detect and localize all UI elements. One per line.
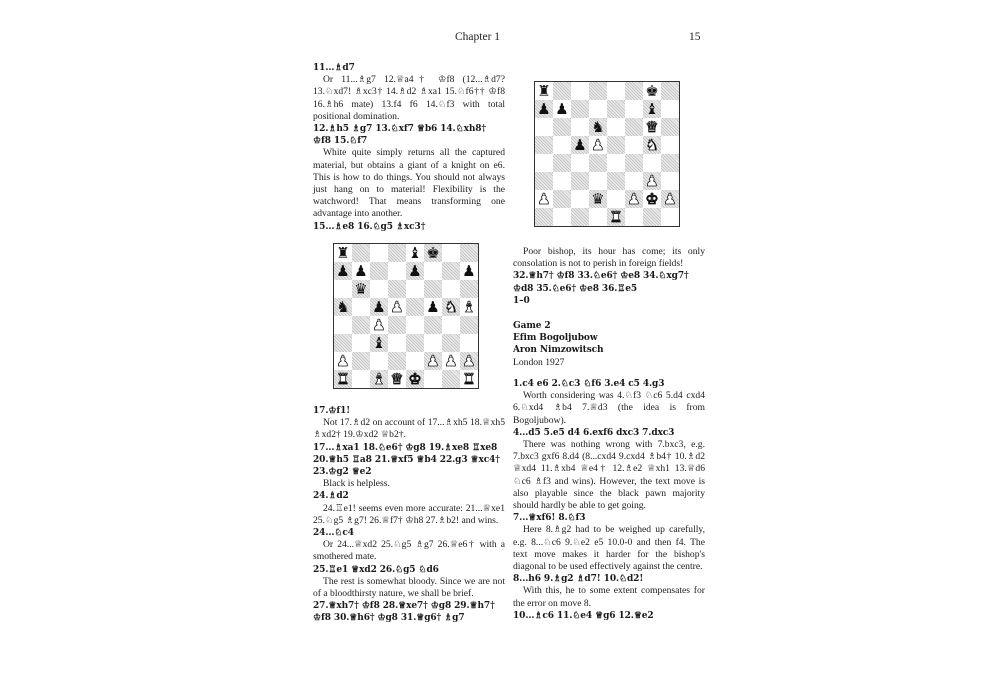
board-square <box>553 208 571 226</box>
black-king-icon: ♚ <box>426 244 440 262</box>
board-square <box>643 136 661 154</box>
black-knight-icon: ♞ <box>336 298 350 316</box>
board-square <box>388 334 406 352</box>
board-square <box>607 100 625 118</box>
board-square <box>535 118 553 136</box>
board-square <box>388 352 406 370</box>
board-square <box>442 334 460 352</box>
board-square <box>607 190 625 208</box>
commentary-paragraph: Not 17.♗d2 on account of 17...♗xh5 18.♕xh5 ♗xd2† 19.♔xd2 ♕b2†. <box>313 417 505 441</box>
board-square <box>589 100 607 118</box>
board-square <box>571 172 589 190</box>
page-number: 15 <box>689 31 701 43</box>
board-square <box>643 172 661 190</box>
board-square <box>334 280 352 298</box>
board-square <box>625 136 643 154</box>
board-square <box>406 316 424 334</box>
board-square <box>352 334 370 352</box>
board-square <box>424 298 442 316</box>
board-square <box>406 262 424 280</box>
white-pawn-icon: ♟ <box>627 190 641 208</box>
board-square <box>388 280 406 298</box>
board-square <box>334 316 352 334</box>
board-square <box>460 316 478 334</box>
board-square <box>442 262 460 280</box>
move-line: 27.♕xh7† ♔f8 28.♕xe7† ♔g8 29.♕h7† ♔f8 30.♕h6† ♔g8 31.♕g6† ♗g7 <box>313 601 495 624</box>
board-square <box>442 352 460 370</box>
move-line: 11...♗d7 <box>313 63 355 73</box>
board-square <box>625 190 643 208</box>
board-square <box>661 172 679 190</box>
chess-diagram-left <box>333 243 479 389</box>
running-header-chapter: Chapter 1 <box>455 31 501 43</box>
board-square <box>352 316 370 334</box>
commentary-paragraph: Or 24...♕xd2 25.♘g5 ♗g7 26.♕e6† with a smothered mate. <box>313 539 505 563</box>
board-square <box>625 118 643 136</box>
black-player: Aron Nimzowitsch <box>513 345 604 356</box>
black-rook-icon: ♜ <box>537 82 551 100</box>
board-square <box>571 100 589 118</box>
board-square <box>607 154 625 172</box>
board-square <box>406 244 424 262</box>
board-square <box>553 190 571 208</box>
board-square <box>661 100 679 118</box>
white-pawn-icon: ♟ <box>372 316 386 334</box>
board-square <box>571 82 589 100</box>
white-player: Efim Bogoljubow <box>513 333 598 344</box>
chess-diagram-right <box>534 81 680 227</box>
board-square <box>571 190 589 208</box>
board-square <box>460 244 478 262</box>
board-square <box>424 316 442 334</box>
board-square <box>370 280 388 298</box>
board-square <box>553 118 571 136</box>
board-square <box>370 334 388 352</box>
board-square <box>553 172 571 190</box>
board-square <box>370 244 388 262</box>
left-column-lower-text <box>313 405 505 625</box>
board-square <box>643 118 661 136</box>
board-square <box>643 190 661 208</box>
black-pawn-icon: ♟ <box>408 262 422 280</box>
board-square <box>334 352 352 370</box>
board-square <box>607 208 625 226</box>
board-square <box>460 280 478 298</box>
board-square <box>571 154 589 172</box>
black-bishop-icon: ♝ <box>372 334 386 352</box>
board-square <box>589 208 607 226</box>
white-rook-icon: ♜ <box>609 208 623 226</box>
board-square <box>607 172 625 190</box>
board-square <box>370 352 388 370</box>
black-rook-icon: ♜ <box>336 244 350 262</box>
white-rook-icon: ♜ <box>336 370 350 388</box>
board-square <box>661 208 679 226</box>
white-pawn-icon: ♟ <box>426 352 440 370</box>
board-square <box>625 100 643 118</box>
board-square <box>370 370 388 388</box>
board-square <box>406 334 424 352</box>
board-square <box>535 190 553 208</box>
game-header <box>513 320 705 369</box>
board-square <box>589 190 607 208</box>
move-line: 15...♗e8 16.♘g5 ♗xc3† <box>313 221 426 232</box>
white-pawn-icon: ♟ <box>336 352 350 370</box>
board-square <box>571 208 589 226</box>
board-square <box>589 82 607 100</box>
board-square <box>388 262 406 280</box>
move-line: 12.♗h5 ♗g7 13.♘xf7 ♕b6 14.♘xh8† ♔f8 15.♘f7 <box>313 124 487 147</box>
board-square <box>589 154 607 172</box>
white-pawn-icon: ♟ <box>390 298 404 316</box>
board-square <box>334 298 352 316</box>
board-square <box>352 352 370 370</box>
black-pawn-icon: ♟ <box>573 136 587 154</box>
move-line: 4...d5 5.e5 d4 6.exf6 dxc3 7.dxc3 <box>513 427 675 438</box>
board-square <box>460 334 478 352</box>
black-pawn-icon: ♟ <box>537 100 551 118</box>
board-square <box>388 370 406 388</box>
board-square <box>442 280 460 298</box>
board-square <box>388 298 406 316</box>
board-square <box>334 370 352 388</box>
board-square <box>442 298 460 316</box>
board-square <box>643 208 661 226</box>
board-square <box>589 118 607 136</box>
white-queen-icon: ♛ <box>390 370 404 388</box>
board-square <box>442 316 460 334</box>
white-king-icon: ♚ <box>645 190 659 208</box>
board-square <box>553 154 571 172</box>
board-square <box>571 136 589 154</box>
board-square <box>370 316 388 334</box>
board-square <box>370 298 388 316</box>
white-rook-icon: ♜ <box>462 370 476 388</box>
move-line: 10...♗c6 11.♘e4 ♕g6 12.♕e2 <box>513 610 654 621</box>
commentary-paragraph: Poor bishop, its hour has come; its only consolation is not to perish in foreign fields! <box>513 246 705 270</box>
black-queen-icon: ♛ <box>354 280 368 298</box>
move-line: 25.♖e1 ♕xd2 26.♘g5 ♘d6 <box>313 564 439 575</box>
board-square <box>535 154 553 172</box>
board-square <box>424 262 442 280</box>
board-square <box>589 172 607 190</box>
board-square <box>535 100 553 118</box>
move-line: 24...♘c4 <box>313 528 354 539</box>
move-line: 17.♔f1! <box>313 406 351 416</box>
white-king-icon: ♚ <box>408 370 422 388</box>
white-bishop-icon: ♝ <box>462 298 476 316</box>
board-square <box>334 244 352 262</box>
board-square <box>607 82 625 100</box>
board-square <box>643 154 661 172</box>
board-square <box>661 82 679 100</box>
board-square <box>607 136 625 154</box>
board-square <box>625 82 643 100</box>
black-bishop-icon: ♝ <box>408 244 422 262</box>
board-square <box>643 100 661 118</box>
black-bishop-icon: ♝ <box>645 100 659 118</box>
black-knight-icon: ♞ <box>591 118 605 136</box>
white-pawn-icon: ♟ <box>462 352 476 370</box>
board-square <box>625 172 643 190</box>
commentary-paragraph: Black is helpless. <box>323 478 390 490</box>
board-square <box>352 280 370 298</box>
black-pawn-icon: ♟ <box>336 262 350 280</box>
board-square <box>370 262 388 280</box>
board-square <box>352 370 370 388</box>
board-square <box>625 154 643 172</box>
board-square <box>352 262 370 280</box>
board-square <box>388 316 406 334</box>
board-square <box>661 190 679 208</box>
board-square <box>424 352 442 370</box>
game-number: Game 2 <box>513 321 551 331</box>
board-square <box>535 82 553 100</box>
white-bishop-icon: ♝ <box>372 370 386 388</box>
commentary-paragraph: There was nothing wrong with 7.bxc3, e.g. 7.bxc3 gxf6 8.d4 (8...cxd4 9.cxd4 ♗b4† 10.♗d2 ♕xd4 11.♗xb4 ♕e4† 12.♗e2 ♕xh1 13.♕d6 ♘c6 ♗f3 and wins). However, the text move is also playable since the black pawn majority should hardly be able to get going. <box>513 439 705 512</box>
commentary-paragraph: Worth considering was 4.♘f3 ♘c6 5.d4 cxd4 6.♘xd4 ♗b4 7.♕d3 (the idea is from Bogoljubow). <box>513 390 705 426</box>
right-column-upper-text <box>513 246 705 307</box>
board-square <box>442 370 460 388</box>
board-square <box>460 262 478 280</box>
board-square <box>406 298 424 316</box>
black-pawn-icon: ♟ <box>354 262 368 280</box>
commentary-paragraph: 24.♖e1! seems even more accurate: 21...♕xe1 25.♘g5 ♗g7! 26.♕f7† ♔h8 27.♗b2! and wins. <box>313 502 505 526</box>
white-pawn-icon: ♟ <box>444 352 458 370</box>
board-square <box>334 334 352 352</box>
commentary-paragraph: Or 11...♗g7 12.♕a4† ♔f8 (12...♗d7? 13.♘xd7! ♗xc3† 14.♗d2 ♗xa1 15.♘f6†† ♔f8 16.♗h6 mate) 13.f4 f6 14.♘f3 with total positional domination. <box>313 74 505 122</box>
left-column-upper-text <box>313 62 505 233</box>
move-line: 17...♗xa1 18.♘e6† ♔g8 19.♗xe8 ♖xe8 20.♕h5 ♖a8 21.♕xf5 ♕b4 22.g3 ♕xc4† 23.♔g2 ♕e2 <box>313 442 500 478</box>
black-pawn-icon: ♟ <box>426 298 440 316</box>
white-pawn-icon: ♟ <box>645 172 659 190</box>
board-square <box>424 280 442 298</box>
white-knight-icon: ♞ <box>444 298 458 316</box>
board-square <box>424 334 442 352</box>
commentary-paragraph: White quite simply returns all the captured material, but obtains a giant of a knight on e6. This is how to do things. You should not always just hang on to material! Flexibility is the watchword! That means transforming one advantage into another. <box>313 147 505 220</box>
board-square <box>625 208 643 226</box>
board-square <box>406 352 424 370</box>
board-square <box>460 370 478 388</box>
black-pawn-icon: ♟ <box>372 298 386 316</box>
commentary-paragraph: With this, he to some extent compensates for the error on move 8. <box>513 585 705 609</box>
right-column-lower-text <box>513 378 705 622</box>
board-square <box>442 244 460 262</box>
black-pawn-icon: ♟ <box>555 100 569 118</box>
board-square <box>571 118 589 136</box>
board-square <box>553 82 571 100</box>
move-line: 1.c4 e6 2.♘c3 ♘f6 3.e4 c5 4.g3 <box>513 379 665 389</box>
board-square <box>607 118 625 136</box>
board-square <box>460 352 478 370</box>
board-square <box>661 136 679 154</box>
board-square <box>553 136 571 154</box>
commentary-paragraph: The rest is somewhat bloody. Since we are not of a bloodthirsty nature, we shall be brief. <box>313 575 505 600</box>
move-line: 1–0 <box>513 295 530 306</box>
commentary-paragraph: Here 8.♗g2 had to be weighed up carefully, e.g. 8...♘c6 9.♘e2 e5 10.0-0 and then f4. The text move makes it harder for the bishop's diagonal to be used effectively against the centre. <box>513 524 705 573</box>
board-square <box>352 298 370 316</box>
board-square <box>424 244 442 262</box>
white-pawn-icon: ♟ <box>591 136 605 154</box>
board-square <box>424 370 442 388</box>
move-line: 32.♕h7† ♔f8 33.♘e6† ♔e8 34.♘xg7† ♔d8 35.♘e6† ♔e8 36.♖e5 <box>513 271 689 294</box>
board-square <box>661 118 679 136</box>
black-king-icon: ♚ <box>645 82 659 100</box>
board-square <box>334 262 352 280</box>
board-square <box>535 172 553 190</box>
white-knight-icon: ♞ <box>645 136 659 154</box>
board-square <box>460 298 478 316</box>
move-line: 8...h6 9.♗g2 ♗d7! 10.♘d2! <box>513 574 644 585</box>
board-square <box>535 136 553 154</box>
white-pawn-icon: ♟ <box>663 190 677 208</box>
white-pawn-icon: ♟ <box>537 190 551 208</box>
board-square <box>406 280 424 298</box>
board-square <box>553 100 571 118</box>
black-queen-icon: ♛ <box>591 190 605 208</box>
board-square <box>589 136 607 154</box>
black-pawn-icon: ♟ <box>462 262 476 280</box>
event-location: London 1927 <box>513 356 565 368</box>
board-square <box>406 370 424 388</box>
board-square <box>661 154 679 172</box>
move-line: 24.♗d2 <box>313 491 349 502</box>
board-square <box>535 208 553 226</box>
white-queen-icon: ♛ <box>645 118 659 136</box>
move-line: 7...♕xf6! 8.♘f3 <box>513 513 586 524</box>
board-square <box>388 244 406 262</box>
board-square <box>352 244 370 262</box>
board-square <box>643 82 661 100</box>
